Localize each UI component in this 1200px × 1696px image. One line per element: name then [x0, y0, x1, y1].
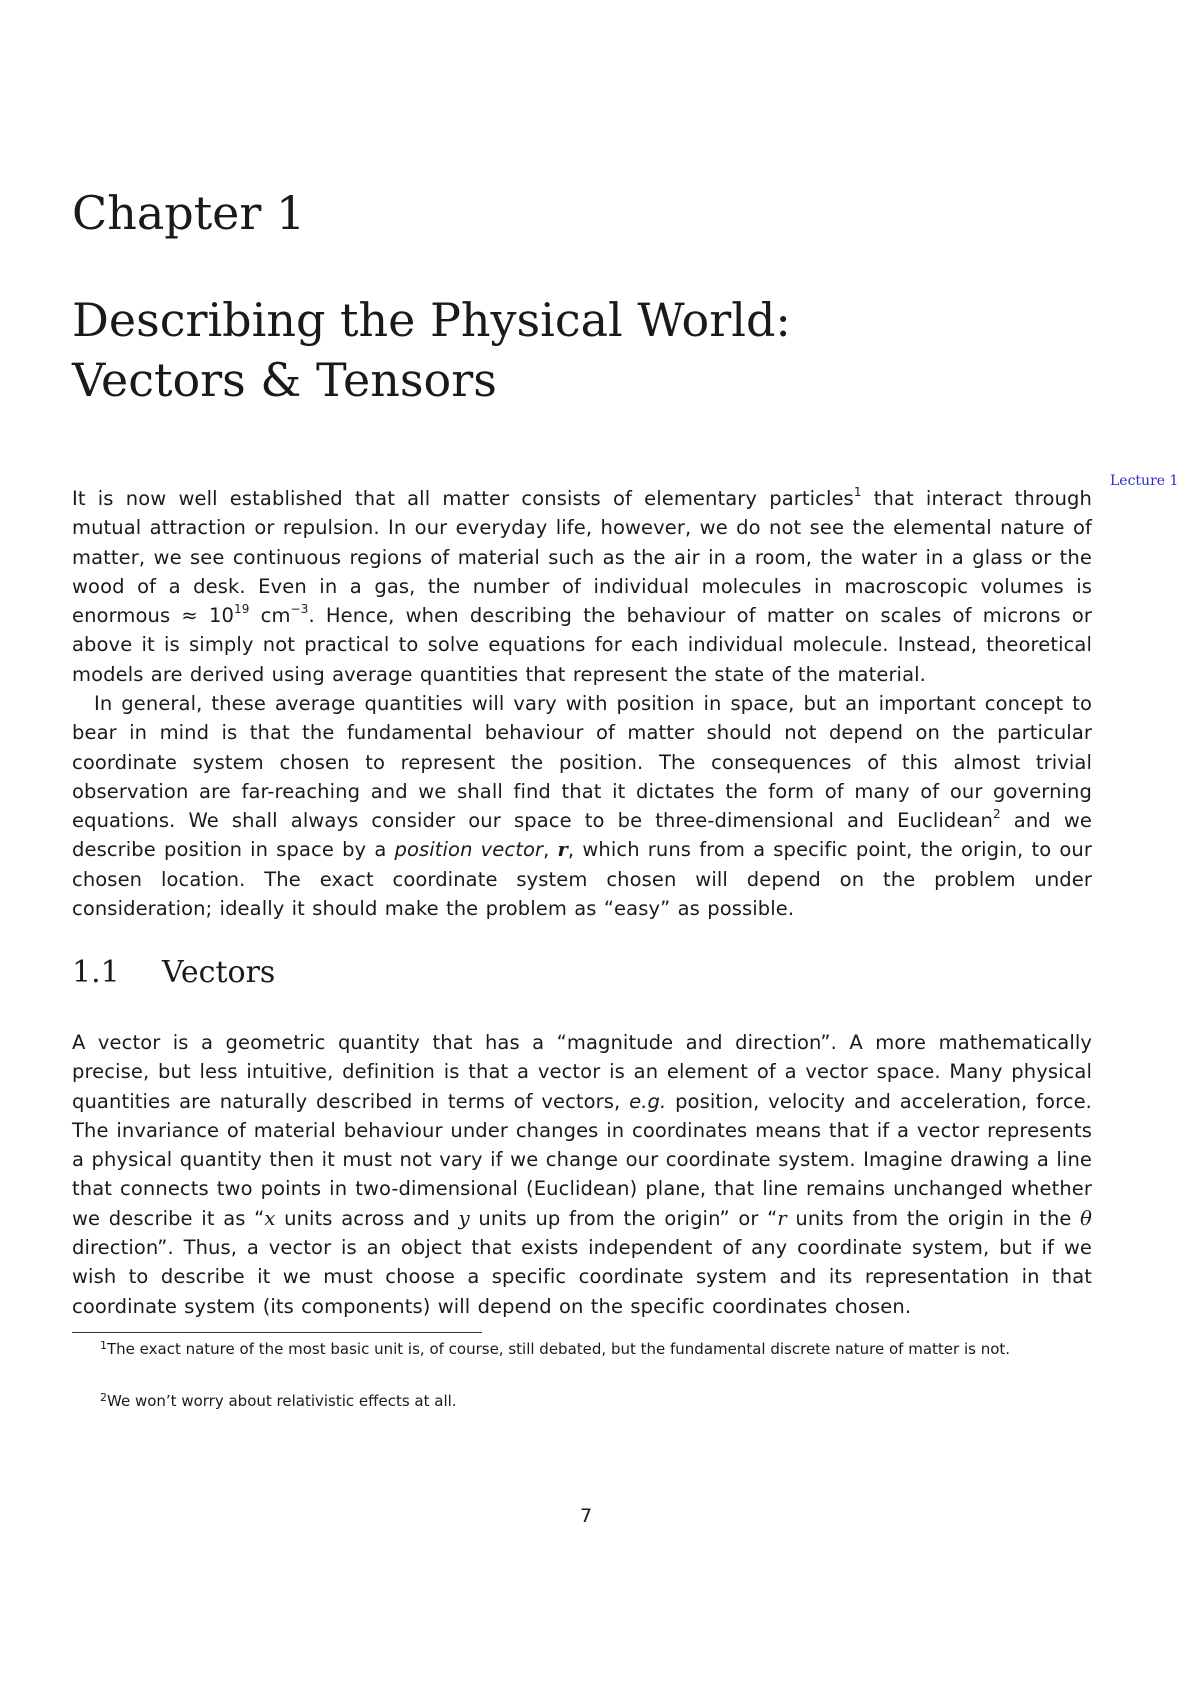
p2-text-d: , which runs from a specific point, the origin, to our chosen location. The exact coordinate system chosen will depend on the problem under consideration; ideally it should make the problem as “easy” as possible. — [72, 838, 1092, 921]
page-number: 7 — [579, 1505, 593, 1527]
p1-text-d: . Hence, when describing the behaviour of matter on scales of microns or above it is simply not practical to solve equations for each individual molecule. Instead, theoretical models are derived using average quantities that represent the state of the material. — [72, 604, 1092, 686]
position-vector-term: position vector — [394, 838, 544, 862]
footnote-1-text: The exact nature of the most basic unit is, of course, still debated, but the fundamental discrete nature of matter is not. — [107, 1340, 1011, 1358]
section-heading — [72, 955, 276, 990]
footnote-ref-2[interactable]: 2 — [992, 806, 1001, 821]
p3-text-e: units from the origin in the — [786, 1206, 1081, 1230]
p3-text-a: A vector is a geometric quantity that has a “magnitude and direction”. A more mathematically precise, but less intuitive, definition is that a vector is an element of a vector space. Many physical quantities are naturally described in terms of vectors, — [72, 1031, 1092, 1113]
section-number: 1.1 — [72, 955, 120, 990]
chapter-label: Chapter 1 — [72, 186, 306, 240]
theta-symbol: θ — [1080, 1206, 1093, 1230]
footnote-1 — [72, 1338, 1092, 1362]
chapter-title — [72, 290, 1072, 410]
intro-paragraph-2 — [72, 689, 1092, 923]
p1-text-b: that interact through mutual attraction or repulsion. In our everyday life, however, we do not see the elemental nature of matter, we see continuous regions of material such as the air in a room, the water in a glass or the wood of a desk. Even in a gas, the number of individual molecules in macroscopic volumes is enormous ≈ 10 — [72, 487, 1092, 628]
p3-text-f: direction”. Thus, a vector is an object that exists independent of any coordinate system, but if we wish to describe it we must choose a specific coordinate system and its representation in that coordinate system (its components) will depend on the specific coordinates chosen. — [72, 1236, 1092, 1318]
intro-paragraph-1 — [72, 484, 1092, 689]
footnote-2-text: We won’t worry about relativistic effects at all. — [107, 1392, 457, 1410]
vectors-paragraph — [72, 1028, 1092, 1321]
p2-text-a: In general, these average quantities will vary with position in space, but an important concept to bear in mind is that the fundamental behaviour of matter should not depend on the particular coordinate system chosen to represent the position. The consequences of this almost trivial observation are far-reaching and we shall find that it dictates the form of many of our governing equations. We shall always consider our space to be three-dimensional and Euclidean — [72, 692, 1092, 833]
p3-text-c: units across and — [275, 1206, 459, 1230]
section-title: Vectors — [162, 955, 276, 990]
lecture-margin-link[interactable]: Lecture 1 — [1110, 473, 1179, 489]
chapter-title-line1: Describing the Physical World: — [72, 293, 791, 347]
exponent-minus-3: −3 — [290, 601, 309, 616]
p3-text-b: position, velocity and acceleration, force. The invariance of material behaviour under changes in coordinates means that if a vector represents a physical quantity then it must not vary if we change our coordinate system. Imagine drawing a line that connects two points in two-dimensional (Euclidean) plane, that line remains unchanged whether we describe it as “ — [72, 1089, 1092, 1230]
footnote-ref-1[interactable]: 1 — [853, 484, 862, 499]
p1-text-a: It is now well established that all matter consists of elementary particles — [72, 487, 854, 510]
y-symbol: y — [458, 1206, 470, 1230]
p2-text-c: , — [543, 838, 558, 862]
exponent-19: 19 — [233, 601, 250, 616]
footnote-1-mark: 1 — [100, 1339, 107, 1352]
p1-text-c: cm — [249, 604, 291, 628]
vector-r-symbol: r — [557, 838, 568, 862]
p2-text-b: and we describe position in space by a — [72, 809, 1092, 862]
footnote-divider — [72, 1332, 482, 1333]
footnote-2-mark: 2 — [100, 1391, 107, 1404]
chapter-title-line2: Vectors & Tensors — [72, 353, 497, 407]
footnote-2 — [72, 1390, 1092, 1414]
eg-abbrev: e.g. — [629, 1089, 667, 1113]
r-symbol: r — [777, 1206, 787, 1230]
x-symbol: x — [264, 1206, 276, 1230]
p3-text-d: units up from the origin” or “ — [469, 1206, 778, 1230]
